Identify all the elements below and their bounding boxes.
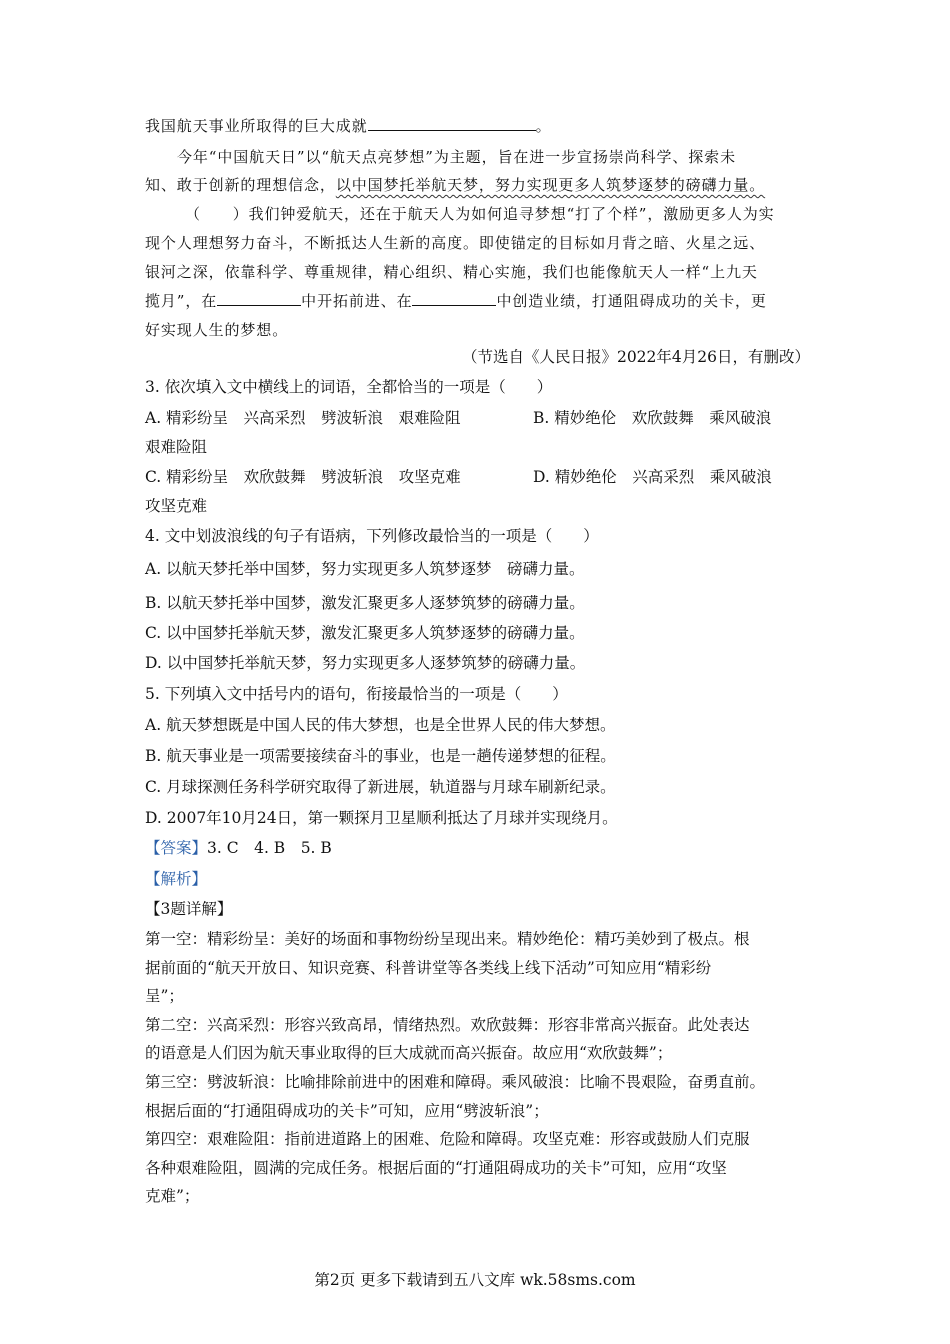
fill-blank xyxy=(368,116,536,131)
passage-line: 我国航天事业所取得的巨大成就 。 xyxy=(145,117,552,135)
question-4-option-d: D. 以中国梦托举航天梦，努力实现更多人逐梦筑梦的磅礴力量。 xyxy=(145,654,586,672)
answer-label: 【答案】 xyxy=(145,839,208,857)
explanation-line: 据前面的“航天开放日、知识竞赛、科普讲堂等各类线上线下活动”可知应用“精彩纷 xyxy=(145,959,712,977)
explanation-line: 第一空：精彩纷呈：美好的场面和事物纷纷呈现出来。精妙绝伦：精巧美妙到了极点。根 xyxy=(145,930,750,948)
question-3-stem: 3. 依次填入文中横线上的词语，全都恰当的一项是（ ） xyxy=(145,378,553,396)
question-3-option-c: C. 精彩纷呈 欢欣鼓舞 劈波斩浪 攻坚克难 xyxy=(145,468,461,486)
fill-blank xyxy=(412,291,496,306)
question-4-option-c: C. 以中国梦托举航天梦，激发汇聚更多人筑梦逐梦的磅礴力量。 xyxy=(145,624,585,642)
passage-source: （节选自《人民日报》2022年4月26日，有删改） xyxy=(461,348,810,366)
question-5-option-a: A. 航天梦想既是中国人民的伟大梦想，也是全世界人民的伟大梦想。 xyxy=(145,716,616,734)
explanation-line: 根据后面的“打通阻碍成功的关卡”可知，应用“劈波斩浪”； xyxy=(145,1102,549,1120)
question-4-option-a: A. 以航天梦托举中国梦，努力实现更多人筑梦逐梦 磅礴力量。 xyxy=(145,560,585,578)
explanation-line: 第三空：劈波斩浪：比喻排除前进中的困难和障碍。乘风破浪：比喻不畏艰险，奋勇直前。 xyxy=(145,1073,766,1091)
explanation-line: 第二空：兴高采烈：形容兴致高昂，情绪热烈。欢欣鼓舞：形容非常高兴振奋。此处表达 xyxy=(145,1016,750,1034)
explanation-line: 呈”； xyxy=(145,987,184,1005)
analysis-label: 【解析】 xyxy=(145,870,208,888)
answer-text: 3. C 4. B 5. B xyxy=(207,839,332,857)
page-footer: 第2页 更多下载请到五八文库 wk.58sms.com xyxy=(314,1271,636,1289)
explanation-line: 的语意是人们因为航天事业取得的巨大成就而高兴振奋。故应用“欢欣鼓舞”； xyxy=(145,1044,673,1062)
detail-label: 【3题详解】 xyxy=(145,900,233,918)
fill-blank xyxy=(217,291,301,306)
passage-line: 好实现人生的梦想。 xyxy=(145,321,289,339)
question-5-option-d: D. 2007年10月24日，第一颗探月卫星顺利抵达了月球并实现绕月。 xyxy=(145,809,618,827)
question-3-option-a: A. 精彩纷呈 兴高采烈 劈波斩浪 艰难险阻 xyxy=(145,409,461,427)
question-5-option-c: C. 月球探测任务科学研究取得了新进展，轨道器与月球车刷新纪录。 xyxy=(145,778,616,796)
passage-line: 现个人理想努力奋斗，不断抵达人生新的高度。即使锚定的目标如月背之暗、火星之远、 xyxy=(145,234,766,252)
explanation-line: 克难”； xyxy=(145,1187,200,1205)
question-3-option-b: B. 精妙绝伦 欢欣鼓舞 乘风破浪 xyxy=(533,409,772,427)
passage-line: 揽月”，在 中开拓前进、在 中创造业绩，打通阻碍成功的关卡，更 xyxy=(145,292,767,310)
answer-line xyxy=(145,838,332,858)
question-5-option-b: B. 航天事业是一项需要接续奋斗的事业，也是一趟传递梦想的征程。 xyxy=(145,747,616,765)
question-5-stem: 5. 下列填入文中括号内的语句，衔接最恰当的一项是（ ） xyxy=(145,685,568,703)
question-3-option-d-wrap: 攻坚克难 xyxy=(145,497,208,515)
wavy-underlined-sentence: 以中国梦托举航天梦，努力实现更多人筑梦逐梦的磅礴力量。 xyxy=(335,176,766,194)
explanation-line: 第四空：艰难险阻：指前进道路上的困难、危险和障碍。攻坚克难：形容或鼓励人们克服 xyxy=(145,1130,750,1148)
question-4-stem: 4. 文中划波浪线的句子有语病，下列修改最恰当的一项是（ ） xyxy=(145,527,599,545)
question-3-option-d: D. 精妙绝伦 兴高采烈 乘风破浪 xyxy=(533,468,772,486)
passage-line: 知、敢于创新的理想信念，以中国梦托举航天梦，努力实现更多人筑梦逐梦的磅礴力量。 xyxy=(145,176,766,194)
question-3-option-b-wrap: 艰难险阻 xyxy=(145,438,208,456)
passage-line: 银河之深，依靠科学、尊重规律，精心组织、精心实施，我们也能像航天人一样“上九天 xyxy=(145,263,758,281)
passage-line: 今年“中国航天日”以“航天点亮梦想”为主题，旨在进一步宣扬崇尚科学、探索未 xyxy=(177,148,736,166)
explanation-line: 各种艰难险阻，圆满的完成任务。根据后面的“打通阻碍成功的关卡”可知，应用“攻坚 xyxy=(145,1159,727,1177)
passage-line: （ ）我们钟爱航天，还在于航天人为如何追寻梦想“打了个样”，激励更多人为实 xyxy=(185,205,775,223)
question-4-option-b: B. 以航天梦托举中国梦，激发汇聚更多人逐梦筑梦的磅礴力量。 xyxy=(145,594,585,612)
